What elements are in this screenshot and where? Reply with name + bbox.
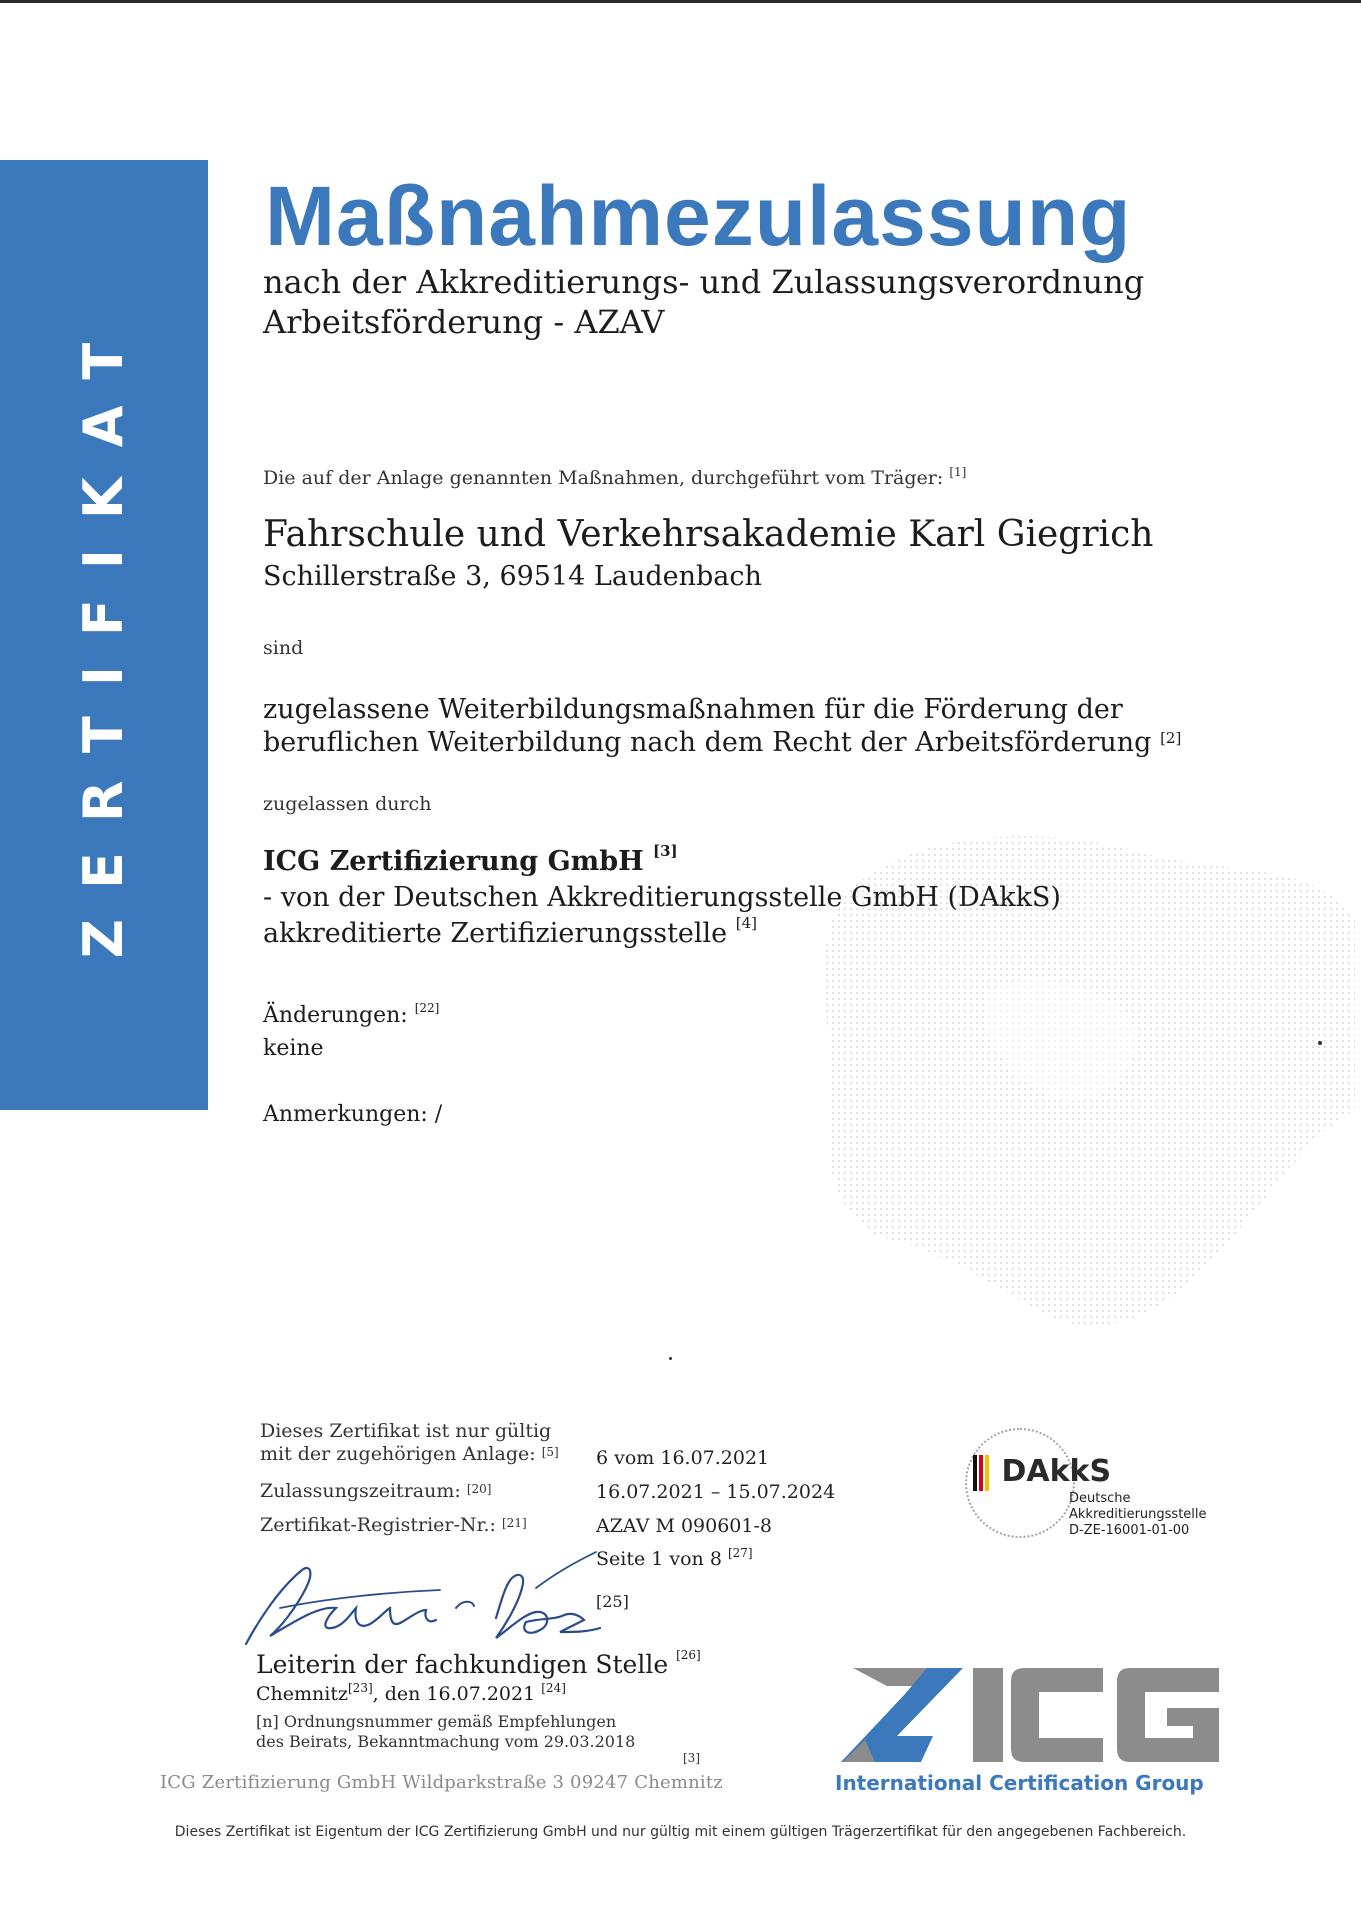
changes-ref: [22] <box>414 1001 440 1015</box>
admitted-by: zugelassen durch <box>263 793 432 815</box>
map-watermark <box>800 780 1360 1380</box>
cert-body-name-text: ICG Zertifizierung GmbH <box>263 846 644 877</box>
validity-label-line-2 <box>260 1443 559 1466</box>
period-label <box>260 1480 491 1503</box>
dakks-text <box>1069 1491 1207 1539</box>
scan-speck <box>1318 1041 1322 1045</box>
validity-label-line-2-text: mit der zugehörigen Anlage: <box>260 1443 536 1465</box>
footnote-ref: [3] <box>683 1751 700 1765</box>
signatory-role-text: Leiterin der fachkundigen Stelle <box>256 1650 669 1679</box>
intro-text <box>263 467 966 489</box>
changes-label <box>263 1003 439 1028</box>
place-date-text: , den 16.07.2021 <box>372 1683 536 1705</box>
issuer-address: ICG Zertifizierung GmbH Wildparkstraße 3 09247 Chemnitz <box>160 1772 723 1793</box>
flag-stripe-gold <box>985 1455 989 1491</box>
footer-note: Dieses Zertifikat ist Eigentum der ICG Zertifizierung GmbH und nur gültig mit einem gültigen Trägerzertifikat für den angegebenen Fachbereich. <box>174 1824 1187 1840</box>
icg-subline: International Certification Group <box>835 1771 1204 1795</box>
provider-name: Fahrschule und Verkehrsakademie Karl Giegrich <box>263 514 1154 555</box>
flag-stripe-red <box>979 1455 983 1491</box>
cert-body-line-2: - von der Deutschen Akkreditierungsstelle GmbH (DAkkS) <box>263 882 1061 913</box>
side-label-wrap <box>0 160 208 1110</box>
place-city: Chemnitz <box>256 1683 348 1705</box>
signatory-role <box>256 1650 701 1679</box>
period-label-text: Zulassungszeitraum: <box>260 1480 461 1502</box>
footnote-line-2: des Beirats, Bekanntmachung vom 29.03.2018 <box>256 1732 636 1751</box>
handwritten-signature <box>240 1548 620 1658</box>
cert-body-line-3-text: akkreditierte Zertifizierungsstelle <box>263 918 728 949</box>
footnote-line-1: [n] Ordnungsnummer gemäß Empfehlungen <box>256 1712 617 1731</box>
period-ref: [20] <box>466 1482 492 1496</box>
cert-body-line-3-ref: [4] <box>735 914 757 932</box>
flag-stripe-black <box>973 1455 977 1491</box>
dakks-line-3: D-ZE-16001-01-00 <box>1069 1523 1190 1538</box>
intro-label: Die auf der Anlage genannten Maßnahmen, durchgeführt vom Träger: <box>263 467 944 489</box>
remarks: Anmerkungen: / <box>263 1102 443 1127</box>
place-city-ref: [23] <box>348 1681 373 1695</box>
side-label: ZERTIFIKAT <box>72 312 136 958</box>
dakks-logo <box>965 1428 1225 1543</box>
measure-ref: [2] <box>1160 729 1182 747</box>
registry-label-text: Zertifikat-Registrier-Nr.: <box>260 1514 496 1536</box>
subtitle-line-2: Arbeitsförderung - AZAV <box>263 303 665 341</box>
intro-ref: [1] <box>949 465 967 479</box>
dakks-line-2: Akkreditierungsstelle <box>1069 1507 1207 1522</box>
sind-text: sind <box>263 637 304 659</box>
page-count-ref: [27] <box>727 1546 753 1560</box>
validity-ref: [5] <box>541 1445 559 1459</box>
validity-label <box>260 1420 559 1466</box>
footnote <box>256 1712 635 1752</box>
registry-value: AZAV M 090601-8 <box>596 1515 772 1537</box>
page-count-text: Seite 1 von 8 <box>596 1548 722 1570</box>
measure-description <box>263 693 1243 759</box>
place-date <box>256 1683 566 1705</box>
period-value: 16.07.2021 – 15.07.2024 <box>596 1481 836 1503</box>
changes-label-text: Änderungen: <box>263 1003 408 1028</box>
validity-label-line-1: Dieses Zertifikat ist nur gültig <box>260 1420 552 1442</box>
subtitle-line-1: nach der Akkreditierungs- und Zulassungsverordnung <box>263 263 1145 301</box>
signature-ref: [25] <box>596 1592 629 1611</box>
dakks-mark <box>973 1454 1111 1491</box>
dakks-mark-text: DAkkS <box>1001 1454 1112 1489</box>
dakks-line-1: Deutsche <box>1069 1491 1131 1506</box>
provider-address: Schillerstraße 3, 69514 Laudenbach <box>263 561 762 592</box>
registry-ref: [21] <box>502 1516 527 1530</box>
page-title: Maßnahmezulassung <box>265 169 1132 263</box>
scan-speck <box>669 1357 672 1360</box>
place-date-ref: [24] <box>541 1681 566 1695</box>
cert-body-line-3 <box>263 914 757 949</box>
subtitle <box>263 262 1223 342</box>
validity-value: 6 vom 16.07.2021 <box>596 1447 770 1469</box>
cert-body-name <box>263 842 678 877</box>
signatory-role-ref: [26] <box>676 1648 701 1662</box>
cert-body-ref: [3] <box>653 842 678 860</box>
top-border <box>0 0 1361 3</box>
changes-value: keine <box>263 1036 324 1061</box>
measure-line-2-text: beruflichen Weiterbildung nach dem Recht der Arbeitsförderung <box>263 727 1152 758</box>
registry-label <box>260 1514 527 1537</box>
icg-logo <box>835 1662 1225 1770</box>
measure-line-2 <box>263 726 1243 759</box>
measure-line-1: zugelassene Weiterbildungsmaßnahmen für die Förderung der <box>263 694 1123 725</box>
